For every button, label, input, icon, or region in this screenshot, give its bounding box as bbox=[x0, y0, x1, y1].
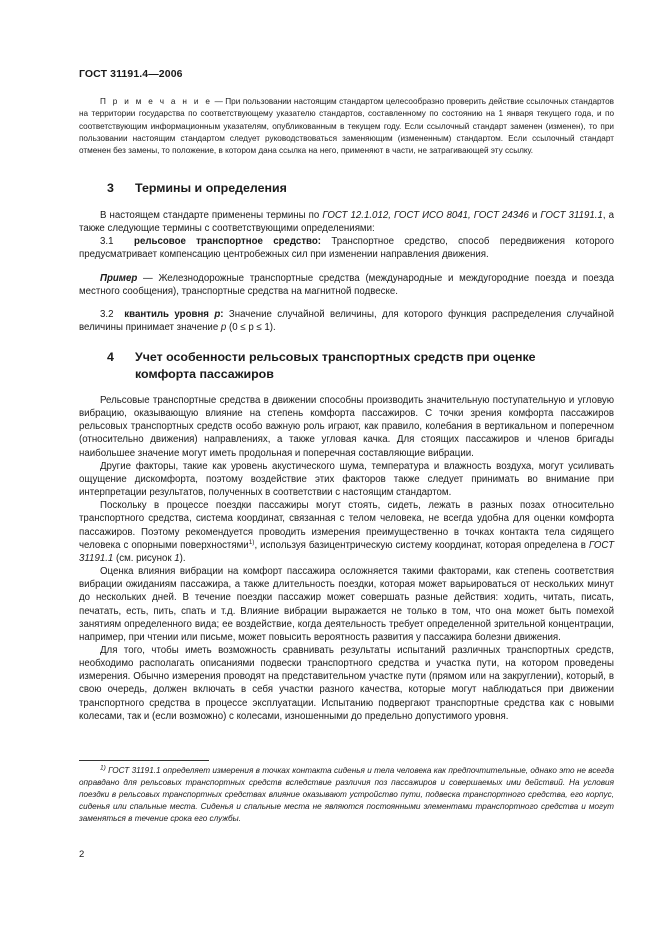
section-4-paragraph-3: Поскольку в процессе поездки пассажиры могут стоять, сидеть, лежать в разных позах относительно транспортного средства, система координат, связанная с телом человека, не всегда удобна для оценки комфорта пассажиров. Поэтому рекомендуется проводить измерения преимущественно в точках контакта тела сидящего человека с опорными поверхностями$^{1)}$, используя базицентрическую систему координат, которая определена в ГОСТ 31191.1 (см. рисунок 1). bbox=[79, 500, 614, 564]
term-3-1-name: рельсовое транспортное средство: bbox=[134, 236, 322, 248]
section-4-title-line2: комфорта пассажиров bbox=[135, 367, 274, 381]
term-3-1: 3.1 рельсовое транспортное средство: Транспортное средство, способ передвижения которого предусматривает компенсацию центробежных сил при изменении направления движения. bbox=[79, 236, 615, 261]
section-4-body bbox=[79, 394, 614, 723]
standard-header: ГОСТ 31191.4—2006 bbox=[79, 68, 183, 80]
section-4-title-line1: Учет особенности рельсовых транспортных средств при оценке bbox=[135, 350, 536, 364]
footnote-divider bbox=[79, 760, 209, 761]
section-4-heading bbox=[107, 349, 617, 383]
section-4-paragraph-4: Оценка влияния вибрации на комфорт пассажира осложняется такими факторами, как степень соответствия вибрации ожиданиям пассажира, а также длительность поездки, которая может варьироваться от нескольких минут до нескольких дней. В течение поездки пассажир может совершать разные действия: ходить, читать, писать, печатать, есть, пить, спать и т.д. Влияние вибрации выражается не только в том, что она может быть помехой занятиям определенного вида; ее воздействие, когда деятельность требует определенной зрительной концентрации, например, при чтении или письме, может повысить вероятность развития у пассажира болезни движения. bbox=[79, 566, 614, 643]
section-4-paragraph-2: Другие факторы, такие как уровень акустического шума, температура и влажность воздуха, могут усиливать ощущение дискомфорта, поэтому воздействие этих факторов также следует принимать во внимание при интерпретации результатов, полученных в соответствии с настоящим стандартом. bbox=[79, 460, 614, 499]
section-3-intro: В настоящем стандарте применены термины по ГОСТ 12.1.012, ГОСТ ИСО 8041, ГОСТ 24346 и ГОСТ 31191.1, а также следующие термины с соответствующими определениями: bbox=[79, 210, 614, 235]
footnote bbox=[79, 765, 614, 825]
section-3-title: Термины и определения bbox=[135, 181, 287, 195]
section-3-heading bbox=[107, 180, 287, 197]
section-4-paragraph-5: Для того, чтобы иметь возможность сравнивать результаты испытаний различных транспортных средств, необходимо располагать описаниями подвески транспортного средства и участка пути, на котором проведены измерения. Обычно измерения проводят на представительном участке пути (прямом или на закруглении), который, в свою очередь, должен включать в себя участки разного качества, которые могут наблюдаться при движении транспортного средства в процессе эксплуатации. Испытанию подвергают транспортные средства как с новыми колесами, так и (если возможно) с колесами, изношенными до предельно допустимого уровня. bbox=[79, 644, 614, 722]
footnote-marker: 1) bbox=[100, 764, 106, 772]
term-3-1-example: Пример — Железнодорожные транспортные средства (международные и междугородние поезда и поезда местного сообщения), транспортные средства на магнитной подвеске. bbox=[79, 272, 614, 297]
footnote-text: ГОСТ 31191.1 определяет измерения в точках контакта сиденья и тела человека как предпочтительные, однако это не всегда оправдано для рельсовых транспортных средств вследствие различия поз пассажиров и совершаемых ими действий. На условия поездки в рельсовых транспортных средствах влияние оказывают устройство пути, подвеска транспортного средства, его корпус, сиденья или спальные места. Сиденья и спальные места не являются постоянными элементами транспортного средства и могут заменяться в течение срока его службы. bbox=[79, 766, 614, 823]
term-3-2: 3.2 квантиль уровня p: Значение случайной величины, для которого функция распределения случайной величины принимает значение p (0 ≤ p ≤ 1). bbox=[79, 308, 614, 334]
page-number: 2 bbox=[79, 849, 85, 860]
note-label: П р и м е ч а н и е bbox=[100, 97, 213, 106]
note-paragraph bbox=[79, 96, 614, 157]
section-3-number: 3 bbox=[107, 181, 114, 195]
section-4-number: 4 bbox=[107, 350, 114, 364]
footnote-reference: 1) bbox=[248, 538, 255, 546]
section-3-body bbox=[79, 209, 614, 334]
note-text: — При пользовании настоящим стандартом целесообразно проверить действие ссылочных стандартов на территории государства по соответствующему указателю стандартов, составленному по состоянию на 1 января текущего года, и по соответствующим информационным указателям, опубликованным в текущем году. Если ссылочный стандарт заменен (изменен), то при пользовании настоящим стандартом следует руководствоваться заменяющим (измененным) стандартом. Если ссылочный стандарт отменен без замены, то положение, в котором дана ссылка на него, применяют в части, не затрагивающей эту ссылку. bbox=[79, 97, 614, 156]
term-3-2-name: квантиль уровня bbox=[124, 308, 209, 320]
section-4-paragraph-1: Рельсовые транспортные средства в движении способны производить значительную поступательную и угловую вибрацию, оказывающую влияние на степень комфорта пассажиров. С точки зрения комфорта пассажиров рельсовых транспортных средств особо важную роль играют, как правило, колебания в вертикальном и поперечном (относительно движения) направлениях, а также угловая качка. Для стоящих пассажиров и членов бригады наибольшее значение могут иметь продольная и поперечная составляющие вибрации. bbox=[79, 395, 614, 459]
